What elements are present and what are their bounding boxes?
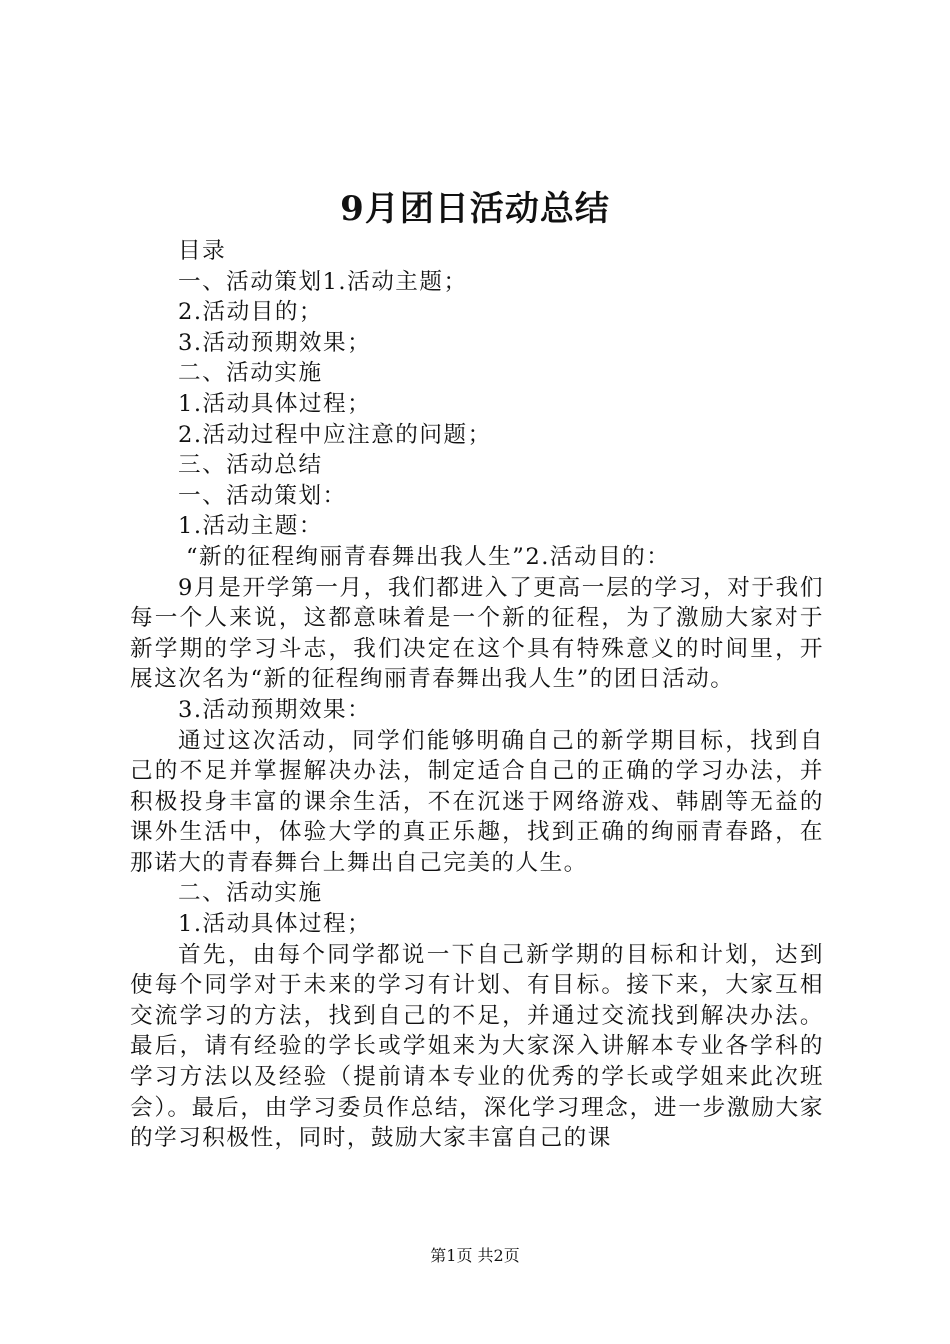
subsection-heading: 1.活动主题： xyxy=(178,513,324,540)
page-footer: 第1页 共2页 xyxy=(430,1246,520,1265)
document-title: 9月团日活动总结 xyxy=(340,189,610,229)
toc-item: 1.活动具体过程； xyxy=(178,390,372,417)
toc-item: 2.活动过程中应注意的问题； xyxy=(178,421,492,448)
purpose-paragraph: 9月是开学第一月，我们都进入了更高一层的学习，对于我们每一个人来说，这都意味着是一个新的征程，为了激励大家对于新学期的学习斗志，我们决定在这个具有特殊意义的时间里，开展这次名为“新的征程绚丽青春舞出我人生”的团日活动。 xyxy=(130,574,824,693)
toc-heading: 目录 xyxy=(178,238,227,264)
document-body xyxy=(130,236,824,1154)
toc-item: 2.活动目的； xyxy=(178,299,324,326)
toc-item: 三、活动总结 xyxy=(178,452,323,479)
process-paragraph: 首先，由每个同学都说一下自己新学期的目标和计划，达到使每个同学对于未来的学习有计划、有目标。接下来，大家互相交流学习的方法，找到自己的不足，并通过交流找到解决办法。最后，请有经验的学长或学姐来为大家深入讲解本专业各学科的学习方法以及经验（提前请本专业的优秀的学长或学姐来此次班会）。最后，由学习委员作总结，深化学习理念，进一步激励大家的学习积极性，同时，鼓励大家丰富自己的课 xyxy=(130,941,824,1152)
toc-item: 3.活动预期效果； xyxy=(178,329,372,356)
subsection-heading: 3.活动预期效果： xyxy=(178,696,372,723)
subsection-heading: 1.活动具体过程； xyxy=(178,911,372,938)
section-heading: 二、活动实施 xyxy=(178,880,323,907)
section-heading: 一、活动策划： xyxy=(178,482,347,509)
effect-paragraph: 通过这次活动，同学们能够明确自己的新学期目标，找到自己的不足并掌握解决办法，制定适合自己的正确的学习办法，并积极投身丰富的课余生活，不在沉迷于网络游戏、韩剧等无益的课外生活中，体验大学的真正乐趣，找到正确的绚丽青春路，在那诺大的青春舞台上舞出自己完美的人生。 xyxy=(130,727,824,876)
toc-item: 一、活动策划1.活动主题； xyxy=(178,268,468,295)
theme-quote: “新的征程绚丽青春舞出我人生”2.活动目的： xyxy=(186,543,671,570)
toc-item: 二、活动实施 xyxy=(178,360,323,387)
